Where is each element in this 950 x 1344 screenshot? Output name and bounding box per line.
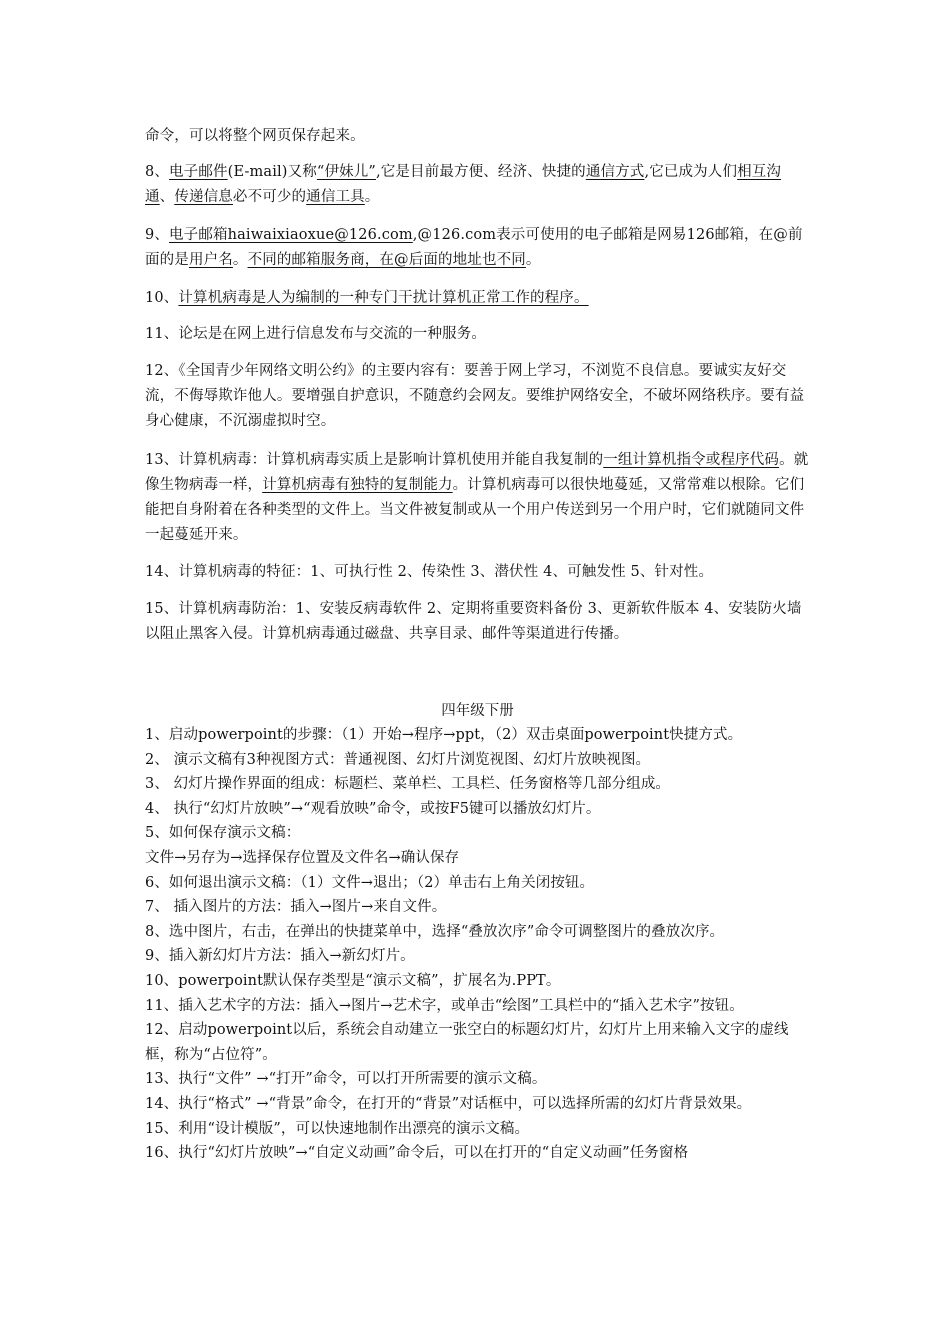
list-item: 6、如何退出演示文稿：（1）文件→退出；（2）单击右上角关闭按钮。 xyxy=(145,874,595,891)
text-run: (E-mail)又称 xyxy=(227,164,317,180)
list-item: 16、执行“幻灯片放映”→“自定义动画”命令后，可以在打开的“自定义动画”任务窗格 xyxy=(145,1145,689,1162)
list-item: 3、 幻灯片操作界面的组成：标题栏、菜单栏、工具栏、任务窗格等几部分组成。 xyxy=(145,776,671,793)
paragraph-text: 命令，可以将整个网页保存起来。 xyxy=(145,128,365,144)
underlined-term: 相互沟通 xyxy=(145,164,782,205)
paragraph-text: 11、论坛是在网上进行信息发布与交流的一种服务。 xyxy=(145,326,487,342)
underlined-term: “伊妹儿” xyxy=(316,164,376,180)
text-run: 13、计算机病毒：计算机病毒实质上是影响计算机使用并能自我复制的 xyxy=(145,452,604,468)
underlined-term: 电子邮件 xyxy=(169,164,228,180)
text-run: ,@126.com表示可使用的电子邮箱是网易126邮箱，在@前面的是 xyxy=(145,227,803,268)
list-item: 8、选中图片，右击，在弹出的快捷菜单中，选择“叠放次序”命令可调整图片的叠放次序。 xyxy=(145,923,725,940)
paragraph-15 xyxy=(145,597,810,647)
paragraph-11 xyxy=(145,322,810,347)
underlined-term: 传递信息 xyxy=(174,189,233,205)
paragraph-12 xyxy=(145,359,810,434)
list-item: 14、执行“格式” →“背景”命令，在打开的“背景”对话框中，可以选择所需的幻灯片背景效果。 xyxy=(145,1095,752,1112)
paragraph-14 xyxy=(145,560,810,585)
list-item: 1、启动powerpoint的步骤：（1）开始→程序→ppt，（2）双击桌面powerpoint快捷方式。 xyxy=(145,727,743,743)
paragraph-9 xyxy=(145,223,810,273)
list-item: 5、如何保存演示文稿： xyxy=(145,825,301,842)
text-run: 必不可少的 xyxy=(232,189,307,205)
list-item: 文件→另存为→选择保存位置及文件名→确认保存 xyxy=(145,849,460,866)
text-run: 。计算机病毒可以很快地蔓延，又常常难以根除。它们能把自身附着在各种类型的文件上。当文件被复制或从一个用户传送到另一个用户时，它们就随同文件一起蔓延开来。 xyxy=(145,477,805,543)
list-item: 9、插入新幻灯片方法：插入→新幻灯片。 xyxy=(145,948,415,965)
text-run: 。 xyxy=(232,252,248,268)
section-heading: 四年级下册 xyxy=(441,703,514,719)
text-run: 、 xyxy=(159,189,175,205)
email-address: haiwaixiaoxue@126.com xyxy=(227,227,413,243)
underlined-term: 通信方式 xyxy=(585,164,645,180)
underlined-term: 计算机病毒有独特的复制能力 xyxy=(262,477,453,493)
paragraph-0 xyxy=(145,124,810,149)
text-run: 。 xyxy=(364,189,380,205)
list-item: 4、 执行“幻灯片放映”→“观看放映”命令，或按F5键可以播放幻灯片。 xyxy=(145,800,601,817)
paragraph-text: 12、《全国青少年网络文明公约》的主要内容有：要善于网上学习，不浏览不良信息。要诚实友好交流，不侮辱欺诈他人。要增强自护意识，不随意约会网友。要维护网络安全，不破坏网络秩序。要有益身心健康，不沉溺虚拟时空。 xyxy=(145,363,805,429)
underlined-term: 计算机病毒是人为编制的一种专门干扰计算机正常工作的程序。 xyxy=(178,290,589,306)
text-run: 8、 xyxy=(145,164,170,180)
underlined-term: 不同的邮箱服务商，在@后面的地址也不同 xyxy=(247,252,526,268)
list-item: 2、 演示文稿有3种视图方式：普通视图、幻灯片浏览视图、幻灯片放映视图。 xyxy=(145,751,651,768)
underlined-term: 通信工具 xyxy=(306,189,365,205)
paragraph-8 xyxy=(145,160,810,210)
text-run: 9、 xyxy=(145,227,170,243)
list-item: 12、启动powerpoint以后，系统会自动建立一张空白的标题幻灯片，幻灯片上用来输入文字的虚线框，称为“占位符”。 xyxy=(145,1022,789,1063)
text-run: 。 xyxy=(525,252,541,268)
list-item: 15、利用“设计模版”，可以快速地制作出漂亮的演示文稿。 xyxy=(145,1120,530,1137)
text-run: 10、 xyxy=(145,290,179,306)
text-run: ,它是目前最方便、经济、快捷的 xyxy=(375,164,586,180)
paragraph-text: 14、计算机病毒的特征：1、可执行性 2、传染性 3、潜伏性 4、可触发性 5、针对性。 xyxy=(145,564,714,580)
list-item: 10、powerpoint默认保存类型是“演示文稿”，扩展名为.PPT。 xyxy=(145,972,561,989)
paragraph-text: 15、计算机病毒防治：1、安装反病毒软件 2、定期将重要资料备份 3、更新软件版本 4、安装防火墙以阻止黑客入侵。计算机病毒通过磁盘、共享目录、邮件等渠道进行传播。 xyxy=(145,601,802,642)
paragraph-10 xyxy=(145,286,810,311)
underlined-term: 电子邮箱 xyxy=(169,227,228,243)
underlined-term: 一组计算机指令或程序代码 xyxy=(603,452,780,468)
paragraph-13 xyxy=(145,448,810,548)
list-item: 13、执行“文件” →“打开”命令，可以打开所需要的演示文稿。 xyxy=(145,1071,547,1088)
text-run: 。就像生物病毒一样， xyxy=(145,452,809,493)
list-item: 7、 插入图片的方法：插入→图片→来自文件。 xyxy=(145,899,447,916)
powerpoint-notes-list xyxy=(145,723,810,1166)
list-item: 11、插入艺术字的方法：插入→图片→艺术字，或单击“绘图”工具栏中的“插入艺术字”按钮。 xyxy=(145,997,744,1014)
underlined-term: 用户名 xyxy=(188,252,233,268)
text-run: ,它已成为人们 xyxy=(644,164,738,180)
